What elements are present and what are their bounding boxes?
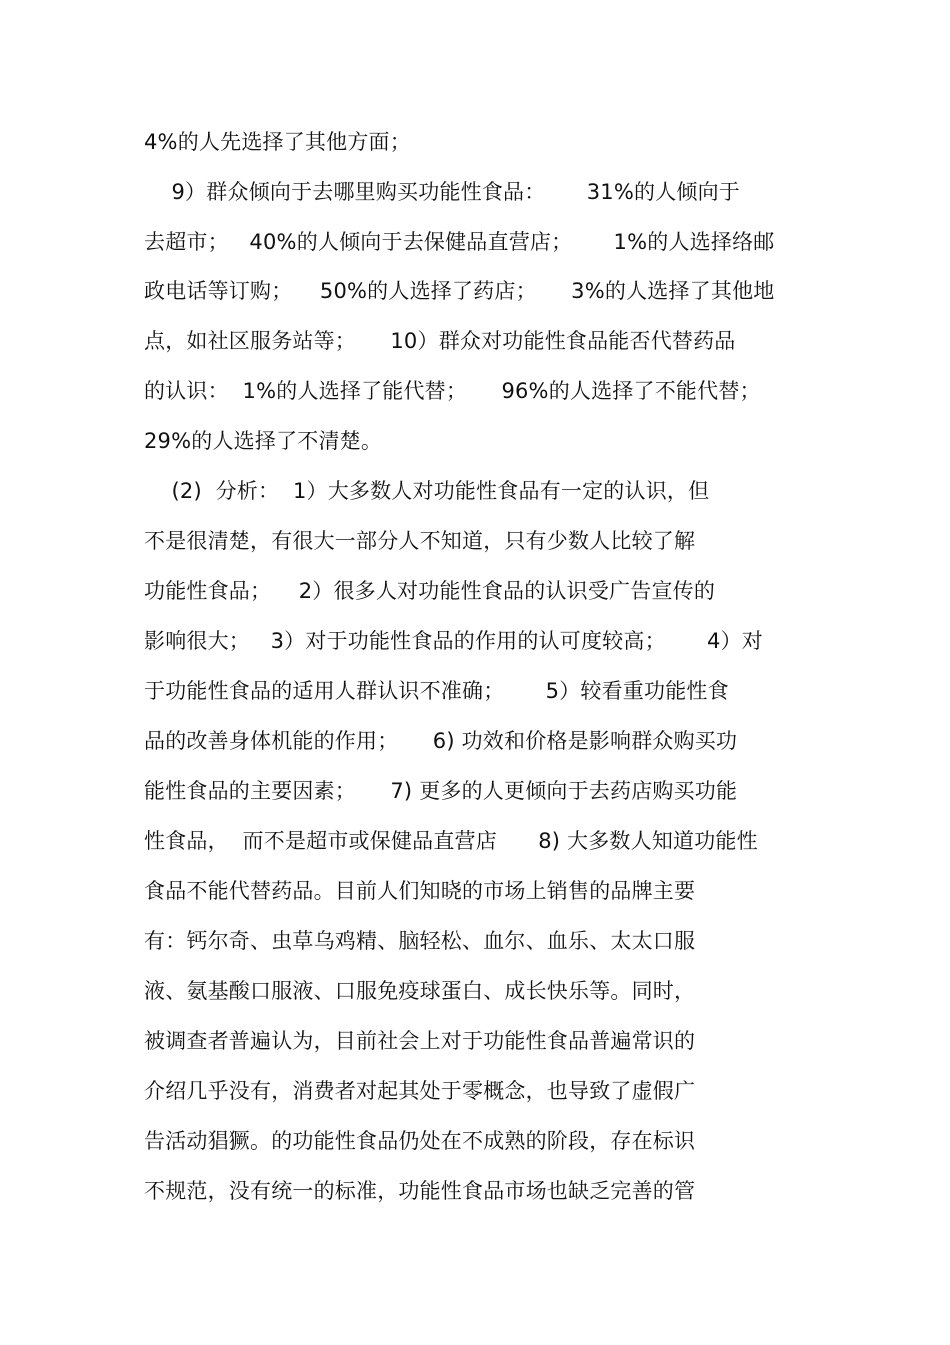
text-line: 告活动猖獗。的功能性食品仍处在不成熟的阶段，存在标识 xyxy=(144,1129,696,1153)
text-line: 9）群众倾向于去哪里购买功能性食品： 31%的人倾向于 xyxy=(144,180,740,204)
text-line: 于功能性食品的适用人群认识不准确； 5）较看重功能性食 xyxy=(144,679,729,703)
text-line: 食品不能代替药品。目前人们知晓的市场上销售的品牌主要 xyxy=(144,879,696,903)
text-line: 点，如社区服务站等； 10）群众对功能性食品能否代替药品 xyxy=(144,329,736,353)
text-line: 能性食品的主要因素； 7) 更多的人更倾向于去药店购买功能 xyxy=(144,779,738,803)
text-line: 29%的人选择了不清楚。 xyxy=(144,429,383,453)
text-line: 液、氨基酸口服液、口服免疫球蛋白、成长快乐等。同时， xyxy=(144,979,696,1003)
text-line: 影响很大； 3）对于功能性食品的作用的认可度较高； 4）对 xyxy=(144,629,763,653)
text-line: 去超市； 40%的人倾向于去保健品直营店； 1%的人选择络邮 xyxy=(144,230,775,254)
text-line: 4%的人先选择了其他方面； xyxy=(144,130,411,154)
text-line: 功能性食品； 2）很多人对功能性食品的认识受广告宣传的 xyxy=(144,579,716,603)
text-line: 介绍几乎没有，消费者对起其处于零概念，也导致了虚假广 xyxy=(144,1079,696,1103)
text-line: 性食品， 而不是超市或保健品直营店 8) 大多数人知道功能性 xyxy=(144,829,758,853)
text-line: 不是很清楚，有很大一部分人不知道，只有少数人比较了解 xyxy=(144,529,696,553)
text-line: 被调查者普遍认为，目前社会上对于功能性食品普遍常识的 xyxy=(144,1029,696,1053)
text-line: (2) 分析： 1）大多数人对功能性食品有一定的认识，但 xyxy=(144,479,710,503)
text-line: 品的改善身体机能的作用； 6) 功效和价格是影响群众购买功 xyxy=(144,729,738,753)
text-line: 的认识： 1%的人选择了能代替； 96%的人选择了不能代替； xyxy=(144,379,761,403)
text-line: 有：钙尔奇、虫草乌鸡精、脑轻松、血尔、血乐、太太口服 xyxy=(144,929,696,953)
text-line: 不规范，没有统一的标准，功能性食品市场也缺乏完善的管 xyxy=(144,1179,696,1203)
text-line: 政电话等订购； 50%的人选择了药店； 3%的人选择了其他地 xyxy=(144,279,775,303)
